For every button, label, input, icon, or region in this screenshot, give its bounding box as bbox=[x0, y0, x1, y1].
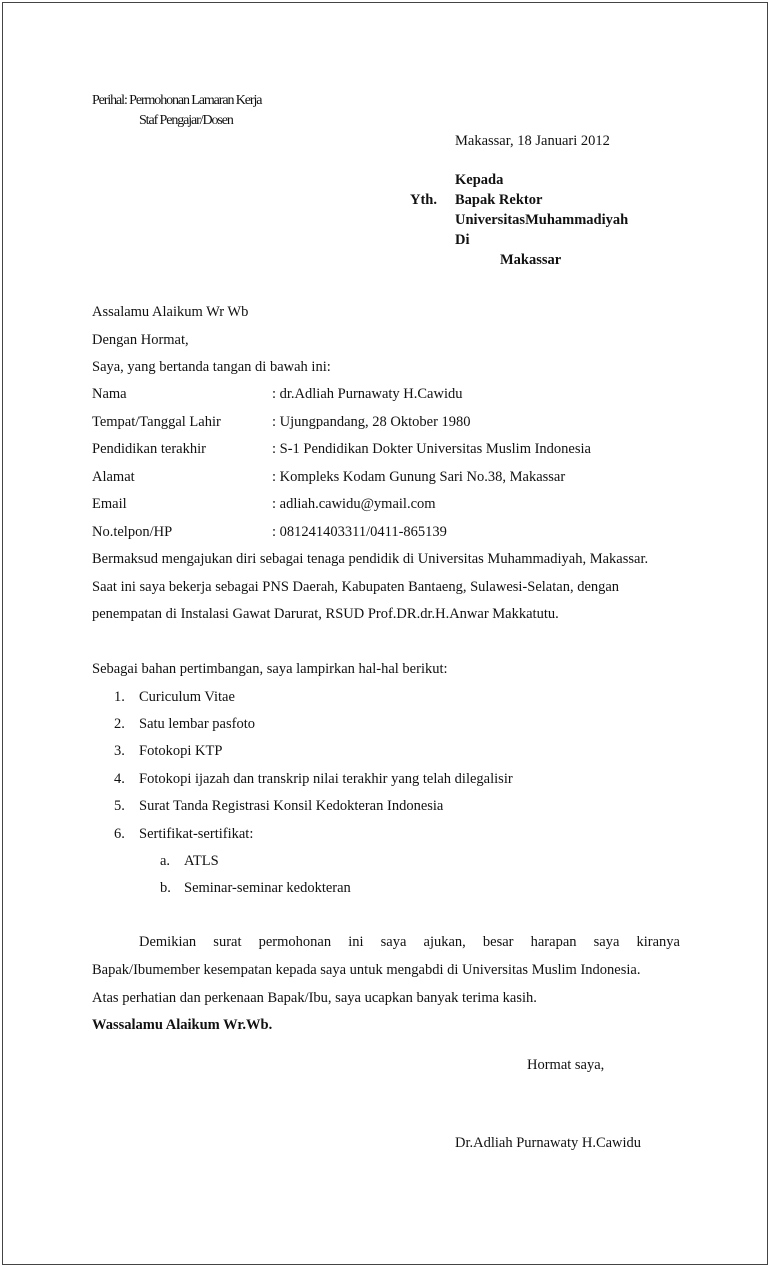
identity-value-education: : S-1 Pendidikan Dokter Universitas Muslim Indonesia bbox=[272, 441, 591, 457]
identity-value-address: : Kompleks Kodam Gunung Sari No.38, Makassar bbox=[272, 469, 566, 485]
identity-label-name: Nama bbox=[92, 386, 127, 402]
signature-name: Dr.Adliah Purnawaty H.Cawidu bbox=[455, 1135, 642, 1151]
body-line-2: Saat ini saya bekerja sebagai PNS Daerah, Kabupaten Bantaeng, Sulawesi-Selatan, dengan bbox=[92, 579, 620, 595]
identity-label-birth: Tempat/Tanggal Lahir bbox=[92, 414, 221, 430]
list-number: 6. bbox=[114, 826, 125, 842]
identity-value-name: : dr.Adliah Purnawaty H.Cawidu bbox=[272, 386, 463, 402]
recipient-kepada: Kepada bbox=[455, 172, 504, 188]
list-number: 1. bbox=[114, 689, 125, 705]
identity-value-email: : adliah.cawidu@ymail.com bbox=[272, 496, 436, 512]
intro-text: Saya, yang bertanda tangan di bawah ini: bbox=[92, 359, 331, 375]
closing-line-1: Demikian surat permohonan ini saya ajukan, besar harapan saya kiranya bbox=[139, 934, 680, 950]
list-item: Sertifikat-sertifikat: bbox=[139, 826, 254, 842]
recipient-institution: UniversitasMuhammadiyah bbox=[455, 212, 629, 228]
greeting: Assalamu Alaikum Wr Wb bbox=[92, 304, 249, 320]
sublist-item: ATLS bbox=[184, 853, 219, 869]
identity-value-phone: : 081241403311/0411-865139 bbox=[272, 524, 447, 540]
list-item: Satu lembar pasfoto bbox=[139, 716, 255, 732]
identity-label-education: Pendidikan terakhir bbox=[92, 441, 206, 457]
body-line-3: penempatan di Instalasi Gawat Darurat, RSUD Prof.DR.dr.H.Anwar Makkatutu. bbox=[92, 606, 559, 622]
body-line-1: Bermaksud mengajukan diri sebagai tenaga pendidik di Universitas Muhammadiyah, Makassar. bbox=[92, 551, 649, 567]
identity-label-phone: No.telpon/HP bbox=[92, 524, 173, 540]
list-item: Surat Tanda Registrasi Konsil Kedokteran Indonesia bbox=[139, 798, 444, 814]
identity-label-address: Alamat bbox=[92, 469, 135, 485]
letter-page bbox=[2, 2, 768, 1265]
closing-line-3: Atas perhatian dan perkenaan Bapak/Ibu, saya ucapkan banyak terima kasih. bbox=[92, 990, 537, 1006]
recipient-yth: Yth. bbox=[410, 192, 437, 208]
list-item: Curiculum Vitae bbox=[139, 689, 235, 705]
list-item: Fotokopi KTP bbox=[139, 743, 223, 759]
sublist-letter: b. bbox=[160, 880, 171, 896]
salutation: Dengan Hormat, bbox=[92, 332, 189, 348]
list-number: 5. bbox=[114, 798, 125, 814]
recipient-city: Makassar bbox=[500, 252, 562, 268]
attachments-intro: Sebagai bahan pertimbangan, saya lampirkan hal-hal berikut: bbox=[92, 661, 448, 677]
list-item: Fotokopi ijazah dan transkrip nilai terakhir yang telah dilegalisir bbox=[139, 771, 513, 787]
date-place: Makassar, 18 Januari 2012 bbox=[455, 133, 610, 149]
subject-line-2: Staf Pengajar/Dosen bbox=[139, 113, 233, 128]
list-number: 2. bbox=[114, 716, 125, 732]
identity-value-birth: : Ujungpandang, 28 Oktober 1980 bbox=[272, 414, 471, 430]
recipient-name: Bapak Rektor bbox=[455, 192, 543, 208]
recipient-di: Di bbox=[455, 232, 470, 248]
list-number: 3. bbox=[114, 743, 125, 759]
list-number: 4. bbox=[114, 771, 125, 787]
signature-hormat: Hormat saya, bbox=[527, 1057, 605, 1073]
farewell: Wassalamu Alaikum Wr.Wb. bbox=[92, 1017, 273, 1033]
closing-line-2: Bapak/Ibumember kesempatan kepada saya untuk mengabdi di Universitas Muslim Indonesia. bbox=[92, 962, 641, 978]
sublist-item: Seminar-seminar kedokteran bbox=[184, 880, 351, 896]
subject-line: Perihal: Permohonan Lamaran Kerja bbox=[92, 93, 262, 108]
sublist-letter: a. bbox=[160, 853, 171, 869]
identity-label-email: Email bbox=[92, 496, 127, 512]
